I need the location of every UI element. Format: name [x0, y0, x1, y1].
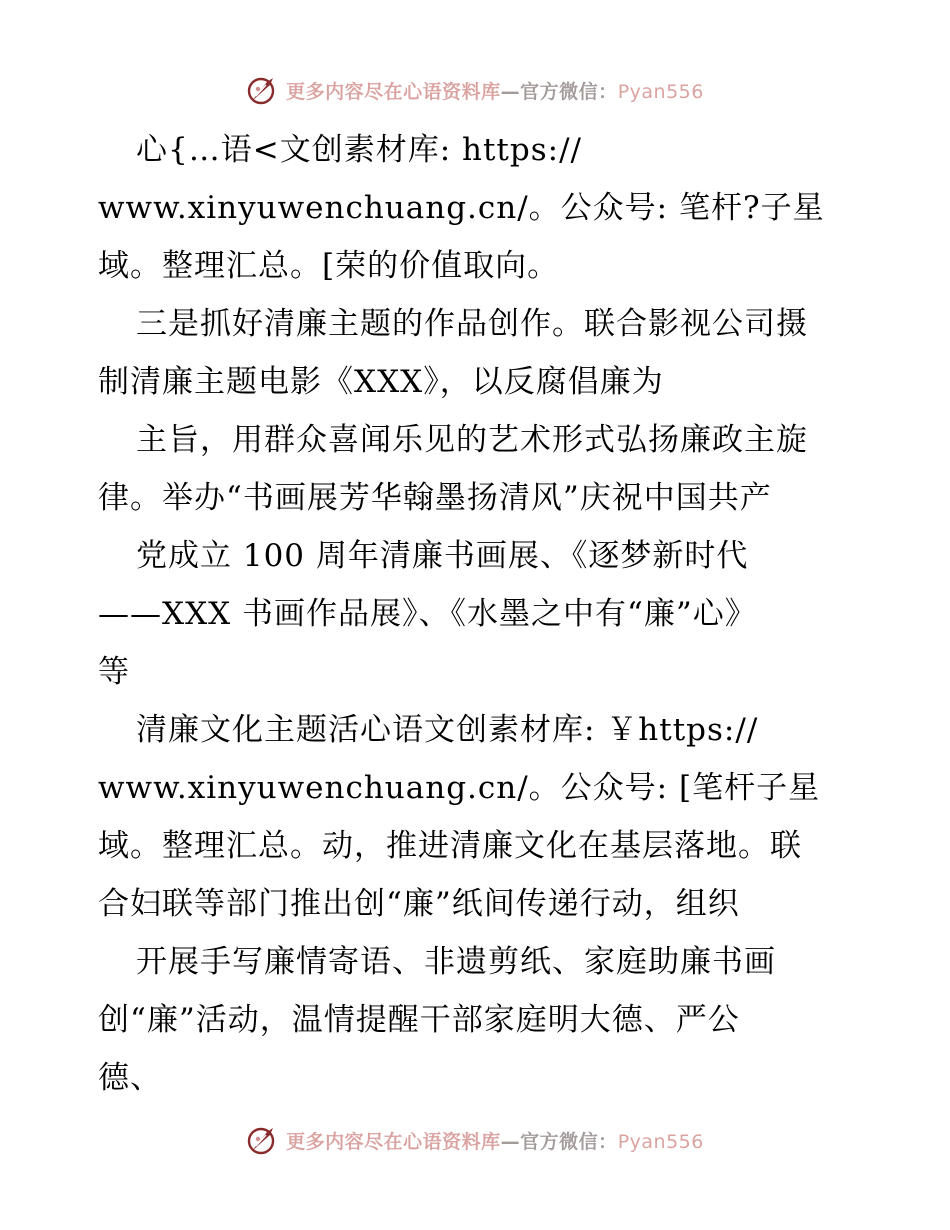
body-line: 律。举办“书画展芳华翰墨扬清风”庆祝中国共产 [98, 480, 772, 516]
body-line: 党成立 100 周年清廉书画展、《逐梦新时代 [136, 538, 749, 574]
footer-banner-label: —官方微信： [500, 1130, 618, 1153]
header-banner-text [286, 77, 704, 104]
body-line: 制清廉主题电影《XXX》，以反腐倡廉为 [98, 364, 664, 400]
body-line: 等 [98, 654, 130, 690]
body-line: ——XXX 书画作品展》、《水墨之中有“廉”心》 [98, 596, 757, 632]
body-line: 三是抓好清廉主题的作品创作。联合影视公司摄 [136, 306, 808, 342]
footer-banner [0, 1122, 950, 1158]
body-line: 域。整理汇总。动，推进清廉文化在基层落地。联 [98, 828, 802, 864]
header-banner [0, 72, 950, 108]
footer-banner-text [286, 1127, 704, 1154]
header-banner-label: —官方微信： [500, 80, 618, 103]
quill-pen-logo-icon [246, 74, 278, 106]
document-body [98, 121, 858, 1107]
body-line: 域。整理汇总。[荣的价值取向。 [98, 248, 560, 284]
header-banner-wechat-id: Pyan556 [617, 80, 704, 103]
header-banner-main: 更多内容尽在心语资料库 [286, 80, 501, 103]
body-line: www.xinyuwenchuang.cn/。公众号: 笔杆?子星 [98, 190, 825, 226]
body-line: 心{…语<文创素材库: https:// [136, 132, 582, 168]
body-line: 创“廉”活动，温情提醒干部家庭明大德、严公 [98, 1002, 740, 1038]
footer-banner-main: 更多内容尽在心语资料库 [286, 1130, 501, 1153]
body-line: 主旨，用群众喜闻乐见的艺术形式弘扬廉政主旋 [136, 422, 808, 458]
body-line: 合妇联等部门推出创“廉”纸间传递行动，组织 [98, 886, 740, 922]
footer-banner-wechat-id: Pyan556 [617, 1130, 704, 1153]
body-line: 开展手写廉情寄语、非遗剪纸、家庭助廉书画 [136, 944, 776, 980]
quill-pen-logo-icon [246, 1124, 278, 1156]
body-line: www.xinyuwenchuang.cn/。公众号: [笔杆子星 [98, 770, 821, 806]
body-line: 清廉文化主题活心语文创素材库: ￥https:// [136, 712, 759, 748]
body-line: 德、 [98, 1060, 162, 1096]
